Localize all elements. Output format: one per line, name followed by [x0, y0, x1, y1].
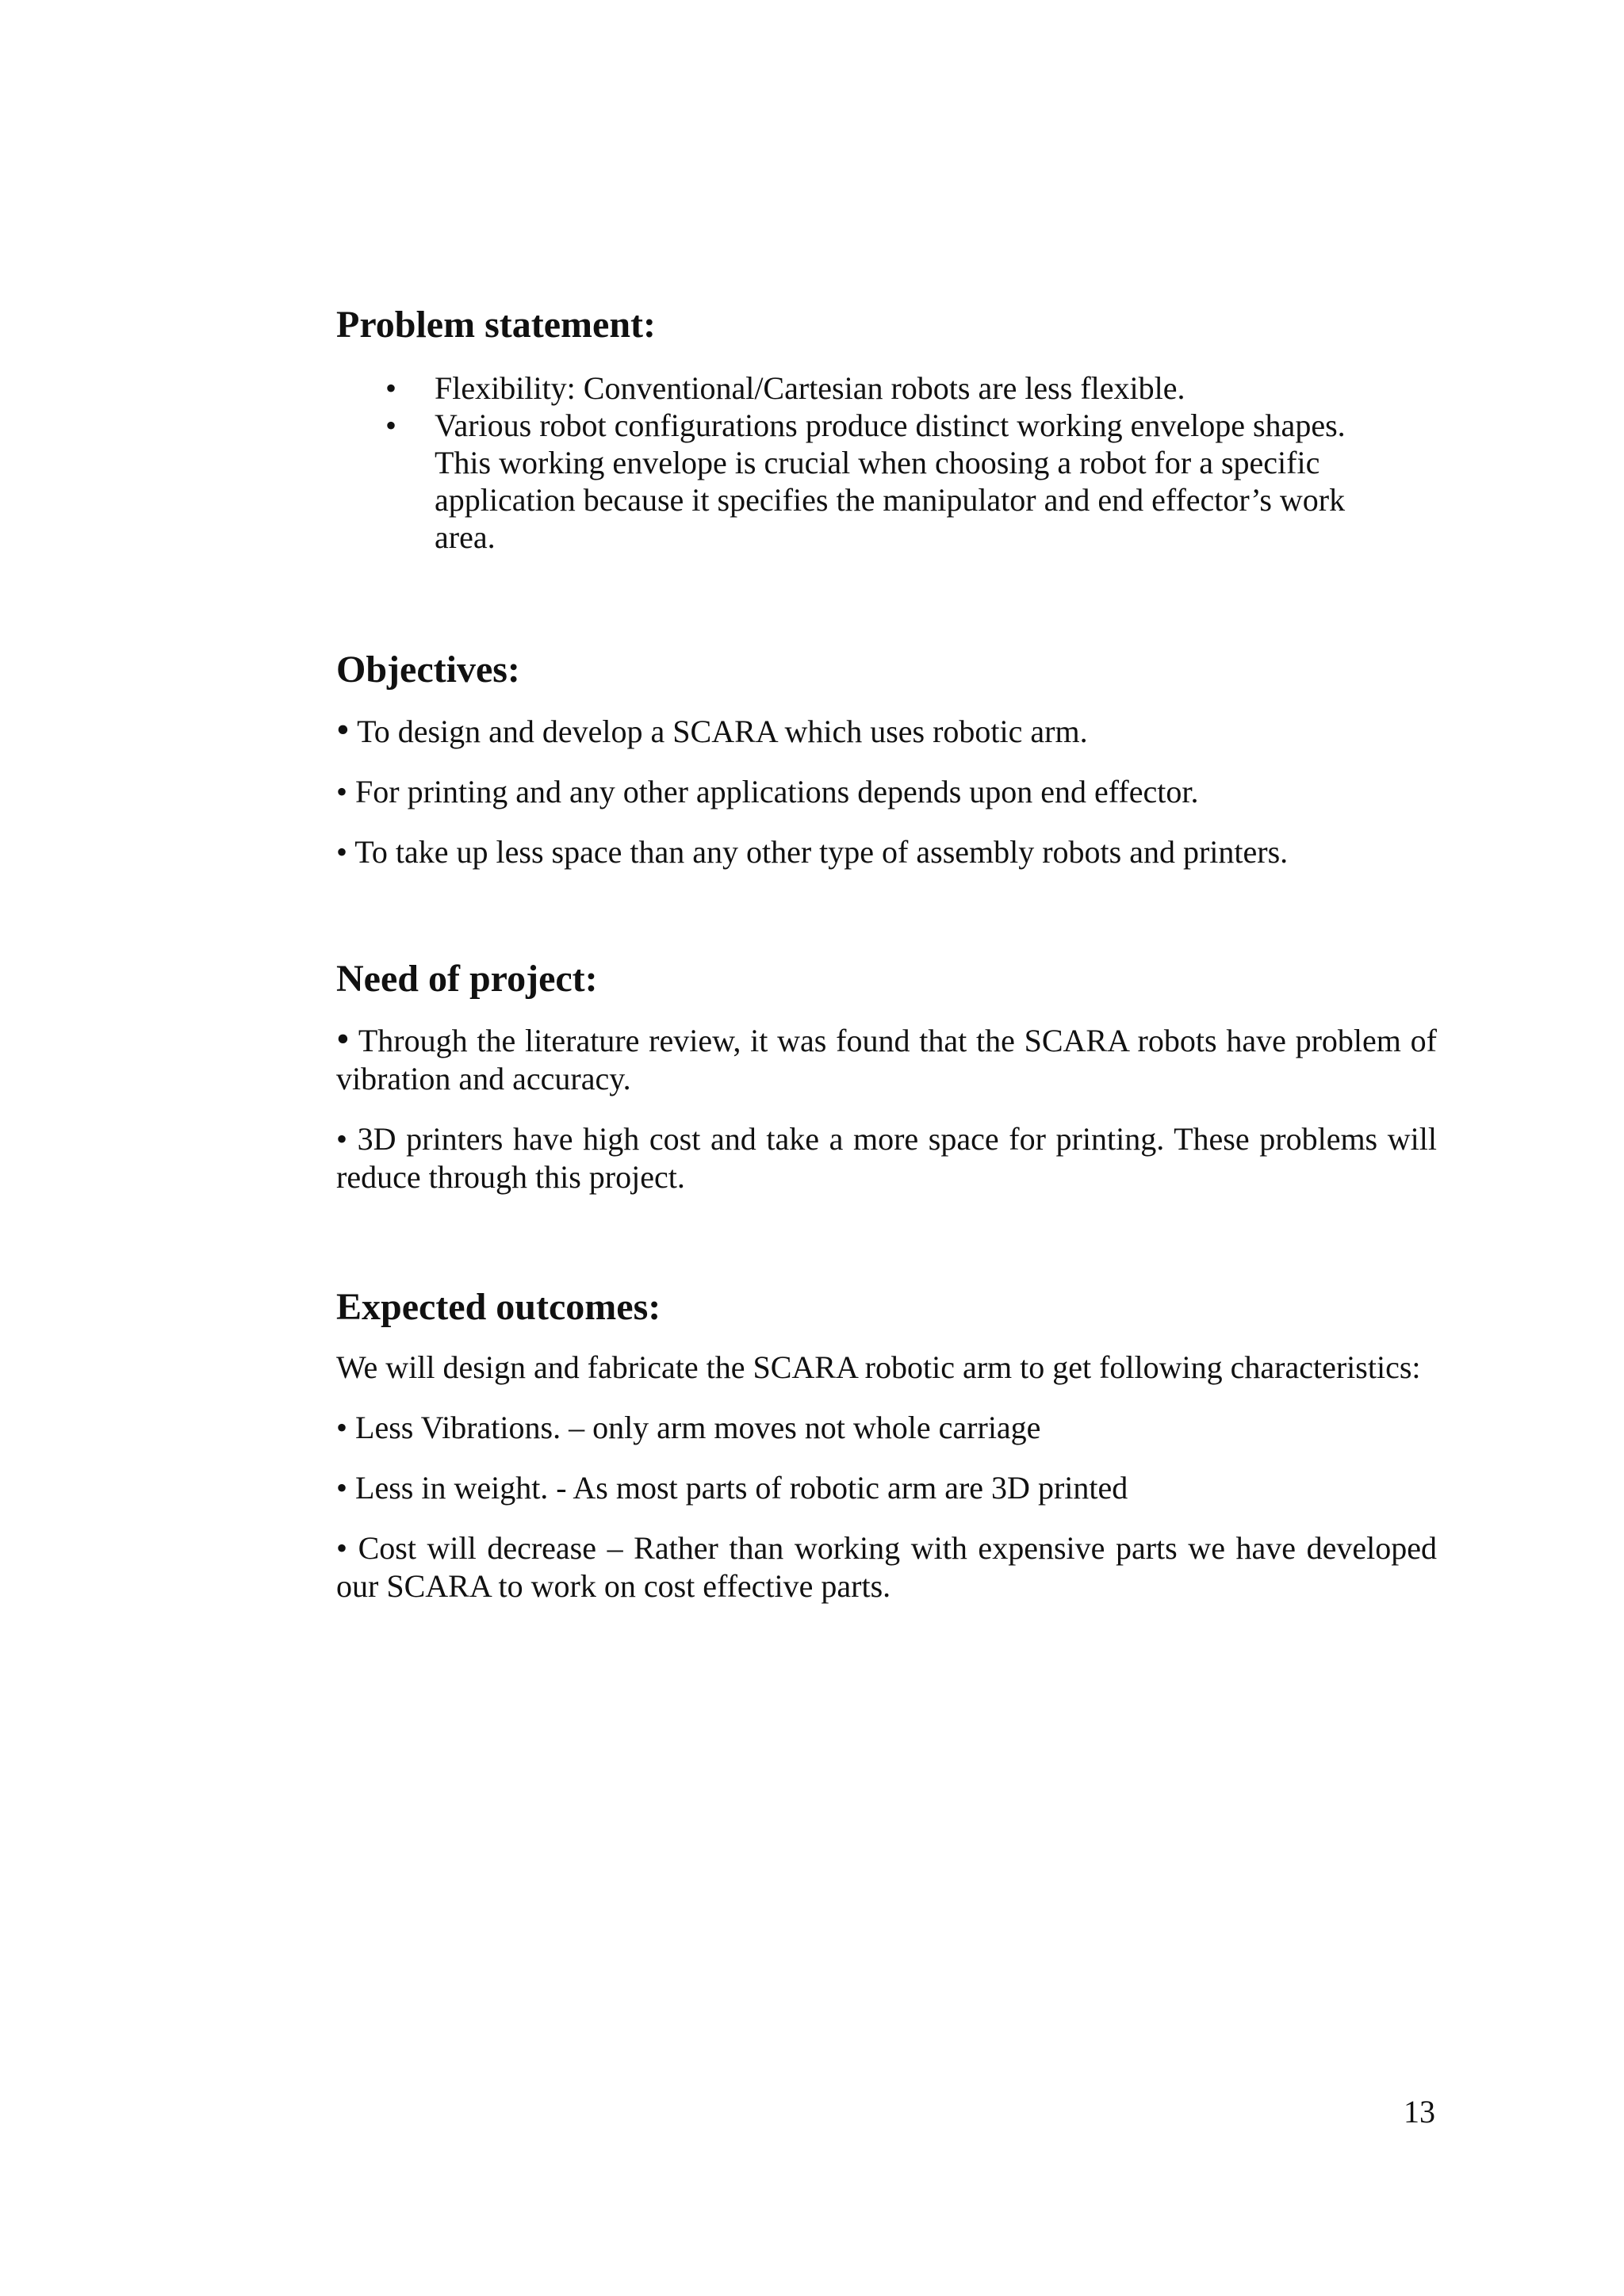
objective-text: To design and develop a SCARA which uses robotic arm.	[349, 714, 1088, 749]
need-text: Through the literature review, it was found that the SCARA robots have problem of vibration and accuracy.	[336, 1023, 1437, 1096]
need-item: • 3D printers have high cost and take a more space for printing. These problems will reduce through this project.	[336, 1121, 1437, 1195]
bullet-icon: •	[336, 709, 350, 751]
objective-item	[336, 711, 1437, 751]
section-expected-outcomes	[336, 1284, 1437, 1605]
page-content	[336, 301, 1437, 1605]
outcome-item: • Less Vibrations. – only arm moves not whole carriage	[336, 1410, 1041, 1445]
section-problem-statement	[336, 301, 1437, 556]
list-item	[385, 369, 1362, 407]
expected-outcomes-heading: Expected outcomes:	[336, 1286, 661, 1328]
problem-statement-list	[336, 369, 1362, 556]
objective-item: • To take up less space than any other type of assembly robots and printers.	[336, 834, 1289, 870]
page-number: 13	[1404, 2094, 1435, 2130]
bullet-icon: •	[336, 1018, 350, 1060]
list-item-text: Flexibility: Conventional/Cartesian robots are less flexible.	[435, 370, 1185, 406]
outcome-item: • Less in weight. - As most parts of robotic arm are 3D printed	[336, 1470, 1128, 1506]
need-of-project-heading: Need of project:	[336, 958, 598, 1000]
section-objectives	[336, 646, 1437, 871]
problem-statement-heading: Problem statement:	[336, 304, 656, 346]
objective-item: • For printing and any other applications depends upon end effector.	[336, 774, 1199, 809]
objectives-heading: Objectives:	[336, 649, 520, 691]
list-item	[385, 407, 1362, 556]
need-item	[336, 1020, 1437, 1098]
section-need-of-project	[336, 955, 1437, 1196]
bullet-icon: •	[385, 370, 397, 406]
outcome-item: • Cost will decrease – Rather than working with expensive parts we have developed our SCARA to work on cost effective parts.	[336, 1530, 1437, 1604]
bullet-icon: •	[385, 408, 397, 443]
list-item-text: Various robot configurations produce distinct working envelope shapes. This working envelope is crucial when choosing a robot for a specific application because it specifies the manipulator and end effector’s work area.	[435, 408, 1346, 555]
outcomes-intro: We will design and fabricate the SCARA robotic arm to get following characteristics:	[336, 1349, 1421, 1385]
